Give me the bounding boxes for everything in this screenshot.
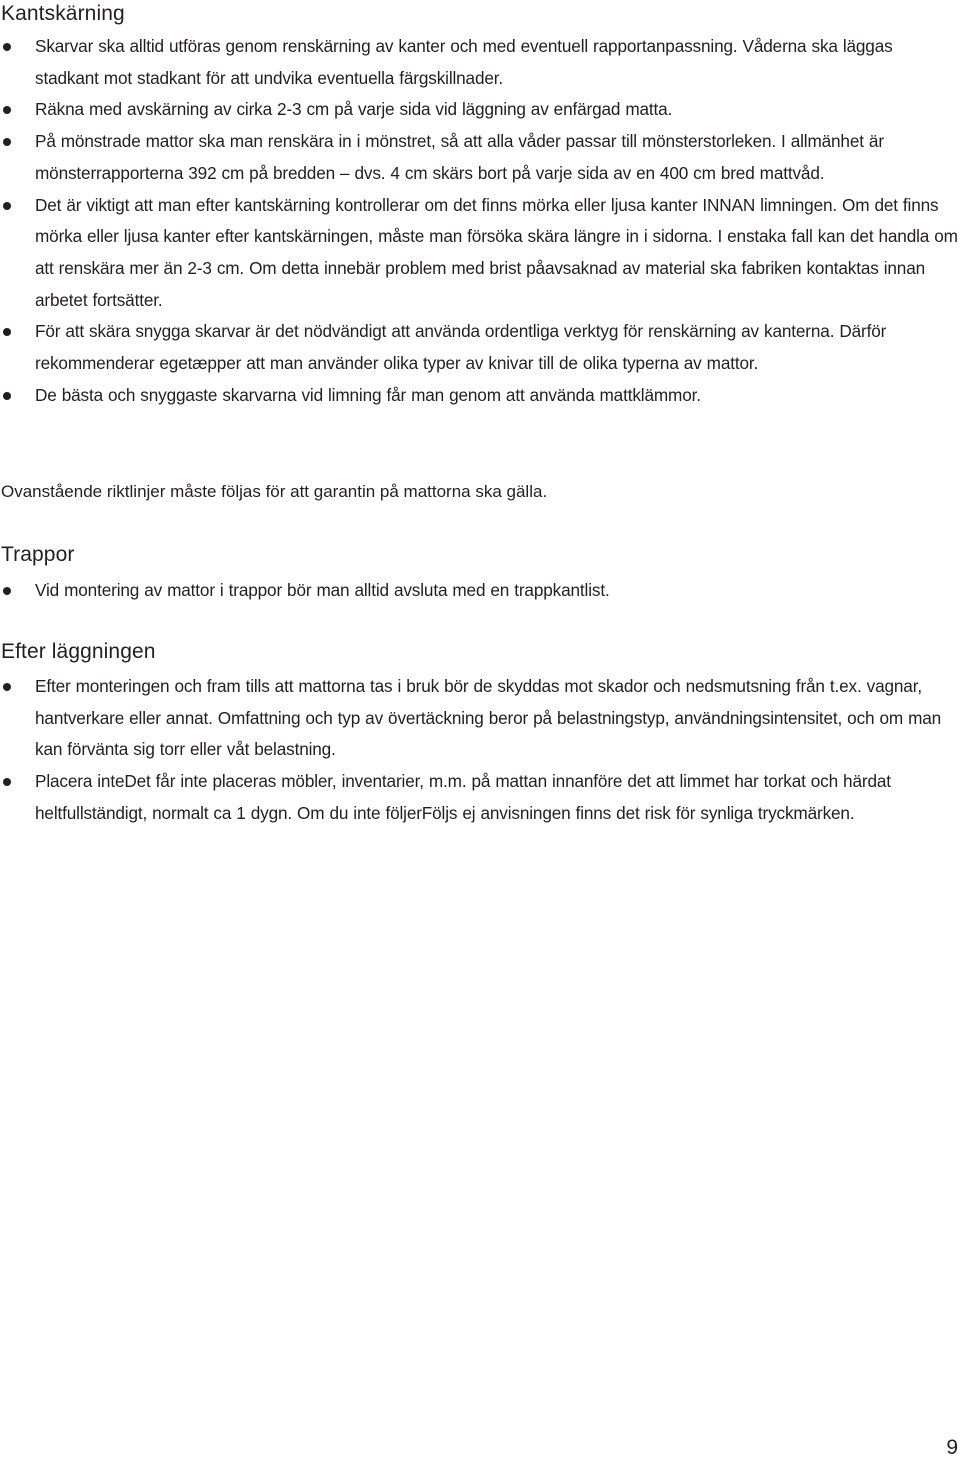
- section-heading-kantskarning: Kantskärning: [1, 2, 125, 25]
- bullet-icon: [3, 392, 11, 400]
- efter-laggningen-list: [0, 671, 960, 830]
- list-item-text: Efter monteringen och fram tills att mattorna tas i bruk bör de skyddas mot skador och nedsmutsning från t.ex. vagnar, hantverkare eller annat. Omfattning och typ av övertäckning beror på belastningstyp, användningsintensitet, och om man kan förvänta sig torr eller våt belastning.: [35, 676, 942, 760]
- list-item-text: För att skära snygga skarvar är det nödvändigt att använda ordentliga verktyg för renskärning av kanterna. Därför rekommenderar egetæpper att man använder olika typer av knivar till de olika typerna av mattor.: [35, 321, 887, 374]
- trappor-list: [0, 575, 960, 607]
- section-heading-efter-laggningen: Efter läggningen: [1, 640, 156, 663]
- list-item-text: Skarvar ska alltid utföras genom renskärning av kanter och med eventuell rapportanpassning. Våderna ska läggas stadkant mot stadkant för att undvika eventuella färgskillnader.: [35, 36, 893, 88]
- bullet-icon: [3, 328, 11, 336]
- warranty-note: Ovanstående riktlinjer måste följas för att garantin på mattorna ska gälla.: [1, 482, 548, 501]
- bullet-icon: [3, 202, 11, 210]
- bullet-icon: [3, 138, 11, 146]
- bullet-icon: [3, 587, 11, 595]
- list-item: [0, 380, 960, 412]
- section-heading-trappor: Trappor: [1, 543, 75, 566]
- list-item-text: På mönstrade mattor ska man renskära in i mönstret, så att alla våder passar till mönsterstorleken. I allmänhet är mönsterrapporterna 392 cm på bredden – dvs. 4 cm skärs bort på varje sida av en 400 cm bred mattvåd.: [35, 131, 884, 183]
- kantskarning-list: [0, 31, 960, 411]
- bullet-icon: [3, 778, 11, 786]
- list-item: [0, 126, 960, 189]
- bullet-icon: [3, 683, 11, 691]
- list-item-text: Placera inteDet får inte placeras möbler, inventarier, m.m. på mattan innanföre det att limmet har torkat och härdat heltfullständigt, normalt ca 1 dygn. Om du inte följerFöljs ej anvisningen finns det risk för synliga tryckmärken.: [35, 771, 891, 823]
- list-item-text: Det är viktigt att man efter kantskärning kontrollerar om det finns mörka eller ljusa kanter INNAN limningen. Om det finns mörka eller ljusa kanter efter kantskärningen, måste man försöka skära längre in i sidorna. I enstaka fall kan det handla om att renskära mer än 2-3 cm. Om detta innebär problem med brist påavsaknad av material ska fabriken kontaktas innan arbetet fortsätter.: [35, 194, 958, 310]
- list-item: [0, 190, 960, 317]
- list-item-text: Vid montering av mattor i trappor bör man alltid avsluta med en trappkantlist.: [35, 580, 610, 600]
- bullet-icon: [3, 43, 11, 51]
- bullet-icon: [3, 106, 11, 114]
- page-number: 9: [946, 1436, 958, 1459]
- list-item: [0, 94, 960, 126]
- list-item: [0, 31, 960, 94]
- list-item: [0, 316, 960, 379]
- list-item: [0, 671, 960, 766]
- list-item: [0, 766, 960, 829]
- list-item: [0, 575, 960, 607]
- list-item-text: Räkna med avskärning av cirka 2-3 cm på varje sida vid läggning av enfärgad matta.: [35, 99, 673, 120]
- list-item-text: De bästa och snyggaste skarvarna vid limning får man genom att använda mattklämmor.: [35, 384, 701, 405]
